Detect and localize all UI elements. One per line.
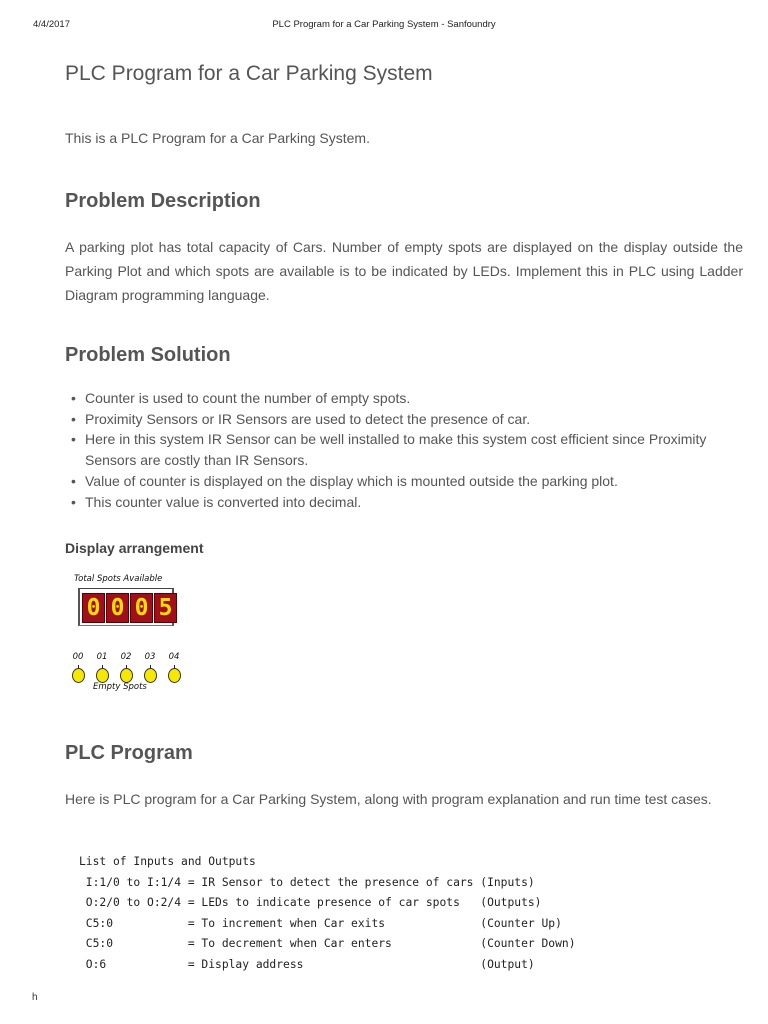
problem-solution-heading: Problem Solution xyxy=(65,344,231,366)
problem-description-heading: Problem Description xyxy=(65,190,261,212)
display-digit: 0 xyxy=(106,593,129,623)
list-item: • This counter value is converted into decimal. xyxy=(65,492,743,513)
code-line: C5:0 = To decrement when Car enters (Counter Down) xyxy=(79,937,576,951)
counter-display xyxy=(78,588,174,626)
print-header xyxy=(0,19,768,33)
print-date: 4/4/2017 xyxy=(33,19,70,30)
led-label: 03 xyxy=(144,652,156,662)
code-line: I:1/0 to I:1/4 = IR Sensor to detect the presence of cars (Inputs) xyxy=(79,875,535,889)
list-item: • Counter is used to count the number of empty spots. xyxy=(65,388,743,409)
display-digit: 5 xyxy=(154,593,177,623)
print-title: PLC Program for a Car Parking System - Sanfoundry xyxy=(272,19,496,30)
led-bulb-icon xyxy=(144,668,157,683)
footer-mark: h xyxy=(32,992,38,1003)
solution-list xyxy=(65,388,743,512)
intro-text: This is a PLC Program for a Car Parking System. xyxy=(65,130,370,146)
led-label: 01 xyxy=(96,652,108,662)
led-bulb-icon xyxy=(72,668,85,683)
display-arrangement-figure xyxy=(70,572,190,702)
display-arrangement-heading: Display arrangement xyxy=(65,540,204,556)
empty-spots-label: Empty Spots xyxy=(93,682,147,692)
led-label: 02 xyxy=(120,652,132,662)
problem-description-text: A parking plot has total capacity of Cars. Number of empty spots are displayed on the display outside the Parking Plot and which spots are available is to be indicated by LEDs. Implement this in PLC using Ladder Diagram programming language. xyxy=(65,239,743,303)
total-spots-label: Total Spots Available xyxy=(74,574,163,584)
display-digit: 0 xyxy=(82,593,105,623)
led-label: 04 xyxy=(168,652,180,662)
led-bulb-icon xyxy=(96,668,109,683)
list-item: • Value of counter is displayed on the display which is mounted outside the parking plot. xyxy=(65,471,743,492)
led-bulb-icon xyxy=(168,668,181,683)
code-line: List of Inputs and Outputs xyxy=(79,855,256,868)
page-title: PLC Program for a Car Parking System xyxy=(65,62,433,85)
plc-program-text: Here is PLC program for a Car Parking System, along with program explanation and run time test cases. xyxy=(65,791,712,807)
list-item: • Proximity Sensors or IR Sensors are used to detect the presence of car. xyxy=(65,409,743,430)
led-label: 00 xyxy=(72,652,84,662)
plc-program-heading: PLC Program xyxy=(65,742,193,764)
code-line: O:2/0 to O:2/4 = LEDs to indicate presence of car spots (Outputs) xyxy=(79,896,542,910)
led-bulb-icon xyxy=(120,668,133,683)
code-line: O:6 = Display address (Output) xyxy=(79,957,535,971)
display-digit: 0 xyxy=(130,593,153,623)
list-item: • Here in this system IR Sensor can be well installed to make this system cost efficient since Proximity Sensors are costly than IR Sensors. xyxy=(65,429,743,470)
code-line: C5:0 = To increment when Car exits (Counter Up) xyxy=(79,916,562,930)
code-block xyxy=(79,852,576,976)
